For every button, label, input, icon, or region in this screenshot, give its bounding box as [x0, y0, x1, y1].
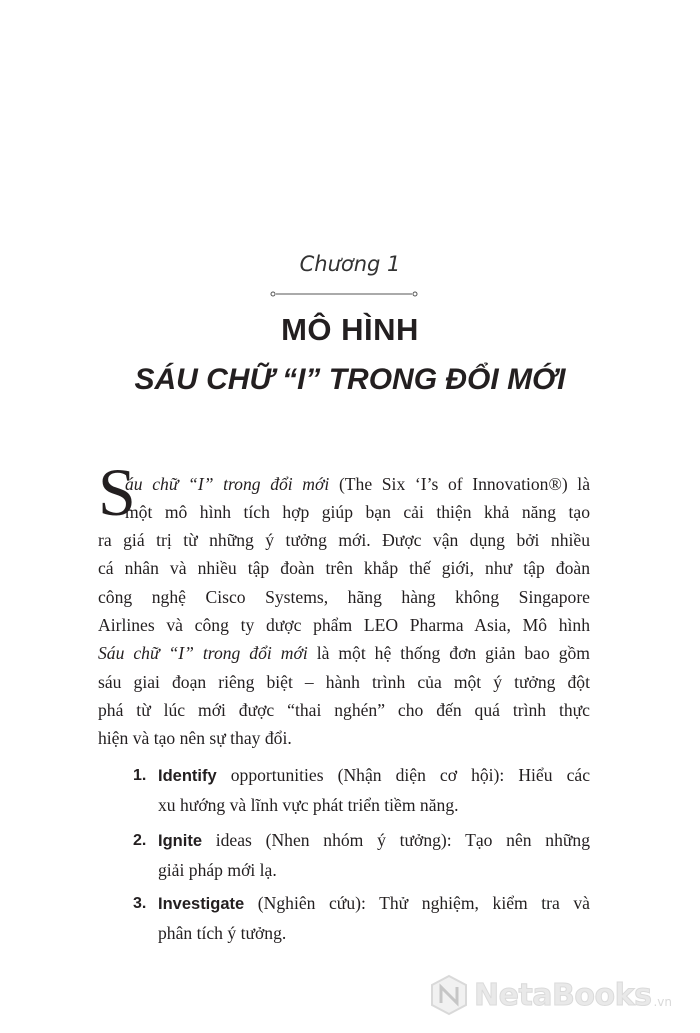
paragraph-line: áu chữ “I” trong đổi mới (The Six ‘I’s of Innovation®) là	[125, 474, 591, 494]
ornament-divider-icon	[270, 289, 418, 299]
paragraph-line: hiện và tạo nên sự thay đổi.	[98, 728, 292, 748]
list-number: 1.	[133, 767, 147, 784]
paragraph-line: ra giá trị từ những ý tưởng mới. Được vận dụng bởi nhiều	[98, 530, 590, 550]
italic-term: áu chữ “I” trong đổi mới	[125, 474, 330, 494]
chapter-title-line2: SÁU CHỮ “I” TRONG ĐỔI MỚI	[134, 363, 566, 396]
paragraph-line: Airlines và công ty dược phẩm LEO Pharma Asia, Mô hình	[98, 615, 590, 635]
paragraph-line: Sáu chữ “I” trong đổi mới là một hệ thống đơn giản bao gồm	[98, 643, 590, 663]
paragraph-line: phá từ lúc mới được “thai nghén” cho đến quá trình thực	[98, 700, 590, 720]
drop-cap: S	[98, 454, 136, 530]
list-number: 3.	[133, 895, 147, 912]
list-term: Ignite	[158, 832, 202, 850]
chapter-title-line1: MÔ HÌNH	[281, 312, 419, 347]
netabooks-logo-icon	[428, 974, 470, 1016]
list-term: Identify	[158, 767, 217, 785]
italic-term: Sáu chữ “I” trong đổi mới	[98, 643, 308, 663]
paragraph-line: một mô hình tích hợp giúp bạn cải thiện khả năng tạo	[125, 502, 590, 522]
book-page: Chương 1 MÔ HÌNH SÁU CHỮ “I” TRONG ĐỔI MỚI S áu chữ “I” trong đổi mới (The Six ‘I’s of Innovation®) là một mô hình tích hợp giúp bạn cải thiện khả năng tạo ra giá trị từ những ý tưởng mới. Được vận dụng bởi nhiều cá nhân và nhiều tập đoàn trên khắp thế giới, như tập đoàn công nghệ Cisco Systems, hãng hàng không Singapore Airlines và công ty dược phẩm LEO Pharma Asia, Mô hình Sáu chữ “I” trong đổi mới là một hệ thống đơn giản bao gồm sáu giai đoạn riêng biệt – hành trình của một ý tưởng đột phá từ lúc mới được “thai nghén” cho đến quá trình thực hiện và tạo nên sự thay đổi. 1. Identify opportunities (Nhận diện cơ hội): Hiểu các xu hướng và lĩnh vực phát triển tiềm năng. 2. Ignite ideas (Nhen nhóm ý tưởng): Tạo nên những giải pháp mới lạ. 3. Investigate (Nghiên cứu): Thử nghiệm, kiểm tra và phân tích ý tưởng. NetaBooks .vn	[0, 0, 700, 1033]
paragraph-line: cá nhân và nhiều tập đoàn trên khắp thế giới, như tập đoàn	[98, 558, 590, 578]
netabooks-watermark	[428, 970, 700, 1020]
paragraph-line: công nghệ Cisco Systems, hãng hàng không Singapore	[98, 587, 590, 607]
watermark-suffix: .vn	[653, 995, 672, 1009]
chapter-label: Chương 1	[299, 252, 401, 276]
watermark-brand: NetaBooks	[474, 977, 652, 1013]
paragraph-line: sáu giai đoạn riêng biệt – hành trình của một ý tưởng đột	[98, 672, 590, 692]
list-number: 2.	[133, 832, 147, 849]
list-term: Investigate	[158, 895, 245, 913]
